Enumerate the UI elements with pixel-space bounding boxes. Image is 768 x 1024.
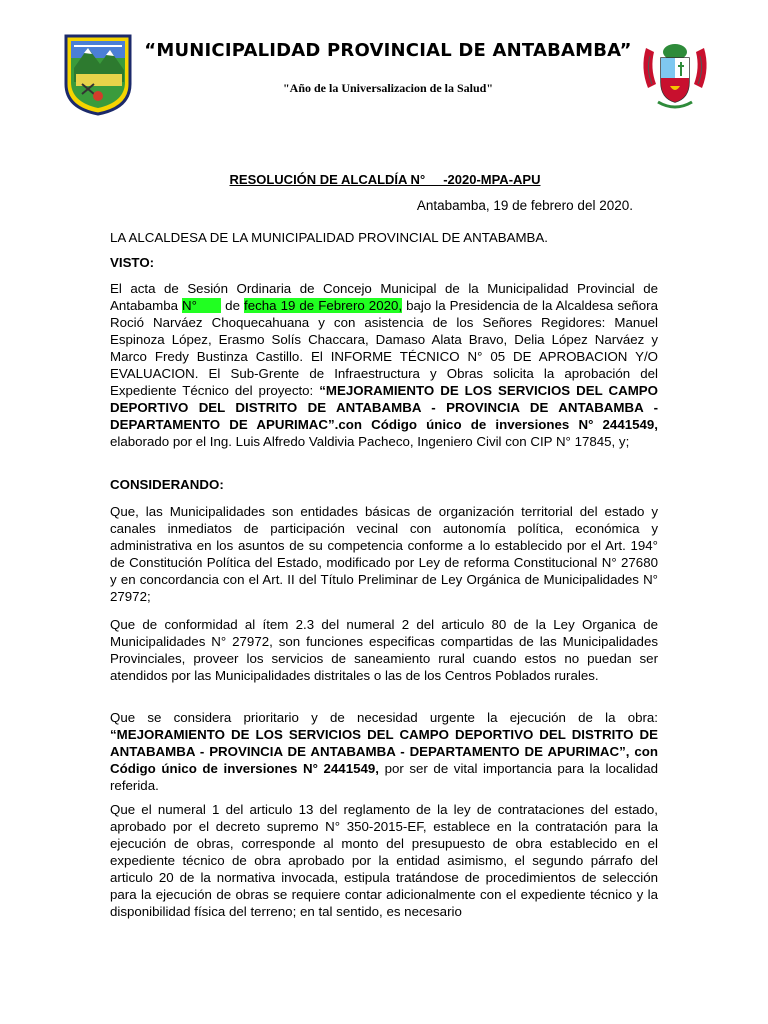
visto-paragraph (110, 280, 658, 450)
considerando-p3-text-b: por ser de vital importancia para la localidad referida. (110, 761, 658, 793)
considerando-heading: CONSIDERANDO: (110, 477, 224, 492)
considerando-paragraph-2: Que de conformidad al ítem 2.3 del numeral 2 del articulo 80 de la Ley Organica de Municipalidades N° 27972, son funciones especificas compartidas de las Municipalidades Provinciales, proveer los servicios de saneamiento rural cuando estos no puedan ser atendidos por las Municipalidades distritales o las de los Centros Poblados rurales. (110, 617, 658, 683)
resolution-title: RESOLUCIÓN DE ALCALDÍA N° -2020-MPA-APU (229, 172, 541, 187)
issuer-line: LA ALCALDESA DE LA MUNICIPALIDAD PROVINCIAL DE ANTABAMBA. (110, 230, 548, 245)
considerando-paragraph-1: Que, las Municipalidades son entidades básicas de organización territorial del estado y canales inmediatos de participación vecinal con autonomía política, económica y administrativa en los asuntos de su competencia conforme a lo establecido por el Art. 194° de Constitución Política del Estado, modificado por Ley de reforma Constitucional N° 27680 y en concordancia con el Art. II del Título Preliminar de Ley Orgánica de Municipalidades N° 27972; (110, 504, 658, 604)
visto-text-c: bajo la Presidencia de la Alcaldesa señora Roció Narváez Choquecahuana y con asistencia de los Señores Regidores: Manuel Espinoza López, Erasmo Solís Chaccara, Damaso Alata Bravo, Delia López Narváez y Marco Fredy Bustinza Castillo. El INFORME TÉCNICO N° 05 DE APROBACION Y/O EVALUACION. El Sub-Grente de Infraestructura y Obras solicita la aprobación del Expediente Técnico del proyecto: (110, 298, 658, 398)
year-motto: "Año de la Universalizacion de la Salud" (282, 81, 493, 95)
considerando-paragraph-4: Que el numeral 1 del articulo 13 del reglamento de la ley de contrataciones del estado, aprobado por el decreto supremo N° 350-2015-EF, establece en la contratación para la ejecución de obras, corresponde al monto del presupuesto de obra establecido en el expediente técnico de obra aprobado por la entidad asimismo, el segundo párrafo del articulo 20 de la normativa invocada, estipula tratándose de procedimientos de selección para la ejecución de obras se requiere contar adicionalmente con el expediente técnico y la disponibilidad física del terreno; en tal sentido, es necesario (110, 802, 658, 919)
visto-text-a: El acta de Sesión Ordinaria de Concejo Municipal de la Municipalidad Provincial de Antabamba (110, 281, 658, 313)
visto-heading: VISTO: (110, 255, 155, 270)
considerando-p3-bold: “MEJORAMIENTO DE LOS SERVICIOS DEL CAMPO DEPORTIVO DEL DISTRITO DE ANTABAMBA - PROVINCIA DE ANTABAMBA - DEPARTAMENTO DE APURIMAC”, con Código único de inversiones N° 2441549, (110, 727, 658, 776)
considerando-p3-text-a: Que se considera prioritario y de necesidad urgente la ejecución de la obra: (110, 710, 658, 725)
municipal-crest-logo (64, 34, 132, 116)
resolution-date: Antabamba, 19 de febrero del 2020. (416, 198, 633, 213)
highlighted-date: fecha 19 de Febrero 2020, (244, 298, 403, 313)
municipality-title: “MUNICIPALIDAD PROVINCIAL DE ANTABAMBA” (144, 40, 632, 61)
visto-text-b: de (221, 298, 245, 313)
project-name-bold: “MEJORAMIENTO DE LOS SERVICIOS DEL CAMPO DEPORTIVO DEL DISTRITO DE ANTABAMBA - PROVINCIA DE ANTABAMBA - DEPARTAMENTO DE APURIMAC”.con Código único de inversiones N° 2441549, (110, 383, 658, 432)
peru-coat-of-arms-logo (638, 38, 712, 112)
visto-text-d: elaborado por el Ing. Luis Alfredo Valdivia Pacheco, Ingeniero Civil con CIP N° 17845, y; (110, 434, 630, 449)
considerando-paragraph-3 (110, 709, 658, 794)
highlighted-number: N° (182, 298, 222, 313)
